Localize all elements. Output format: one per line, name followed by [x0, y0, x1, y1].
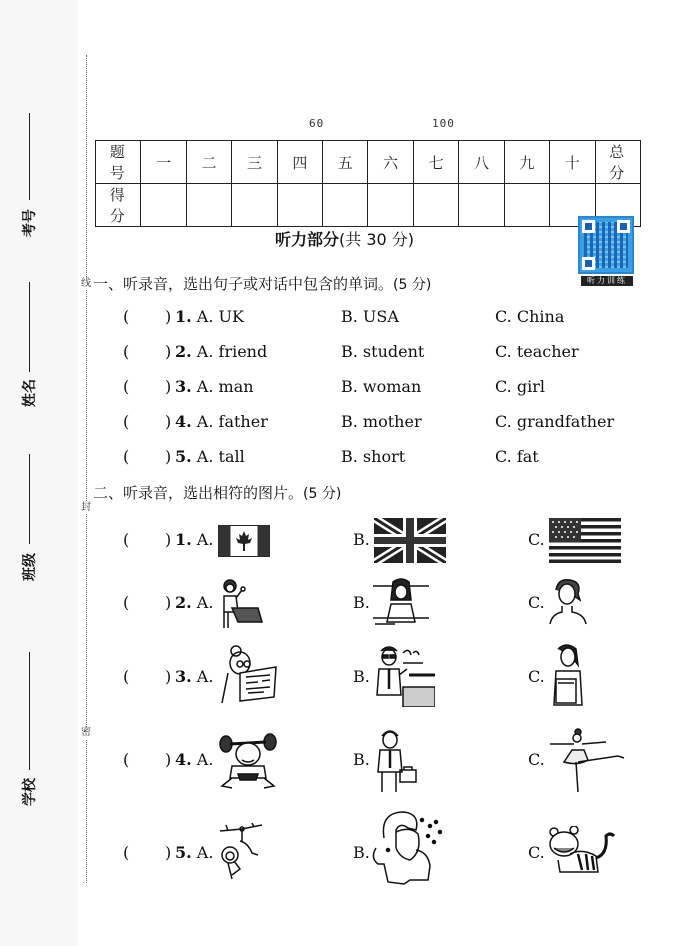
answer-blank[interactable]: (	[123, 447, 130, 466]
qr-finder	[582, 220, 595, 233]
section1-question-row	[0, 377, 689, 401]
option-c-label: C.	[528, 593, 545, 612]
canada-flag-icon[interactable]	[218, 525, 270, 557]
score-cell[interactable]	[413, 184, 458, 227]
option-b-label: B.	[353, 530, 370, 549]
grandma-reading-newspaper-icon[interactable]	[218, 645, 278, 705]
score-cell[interactable]	[504, 184, 549, 227]
qr-caption: 听力训练	[581, 276, 633, 286]
option-a-text: A. tall	[196, 447, 245, 466]
score-cell[interactable]	[141, 184, 186, 227]
man-lifting-weights-icon[interactable]	[218, 730, 278, 790]
option-b: B. mother	[341, 412, 422, 431]
score-note-60: 60	[309, 117, 325, 130]
usa-flag-icon[interactable]	[549, 518, 621, 563]
answer-blank[interactable]: (	[123, 377, 130, 396]
qr-code-icon[interactable]	[578, 216, 634, 274]
option-a-label: A.	[196, 750, 214, 769]
answer-blank-close: )	[165, 843, 172, 862]
bind-mark-secret: 密	[81, 727, 91, 738]
option-a-text: A. UK	[196, 307, 244, 326]
girl-at-desk-icon[interactable]	[373, 578, 429, 628]
score-note-100: 100	[432, 117, 455, 130]
answer-blank[interactable]: (	[123, 843, 130, 862]
school-line[interactable]	[29, 652, 30, 770]
question-number: 3.	[175, 667, 192, 686]
header-cell: 四	[277, 141, 322, 184]
option-b: B. woman	[341, 377, 422, 396]
answer-blank[interactable]: (	[123, 593, 130, 612]
score-table-score-row	[96, 184, 641, 227]
option-b-label: B.	[353, 667, 370, 686]
option-c: C. girl	[495, 377, 545, 396]
header-cell: 六	[368, 141, 413, 184]
header-cell: 五	[323, 141, 368, 184]
option-a	[175, 530, 213, 549]
answer-blank[interactable]: (	[123, 412, 130, 431]
answer-blank[interactable]: (	[123, 667, 130, 686]
option-a	[175, 412, 268, 431]
monkey-hanging-icon[interactable]	[218, 823, 264, 881]
section1-title	[93, 273, 431, 294]
answer-blank-close: )	[165, 307, 172, 326]
score-row-label: 得 分	[96, 184, 141, 227]
option-c: C. teacher	[495, 342, 579, 361]
answer-blank-close: )	[165, 750, 172, 769]
option-a-label: A.	[196, 593, 214, 612]
question-number: 2.	[175, 342, 192, 361]
qr-finder	[617, 220, 630, 233]
header-cell: 七	[413, 141, 458, 184]
answer-blank[interactable]: (	[123, 342, 130, 361]
section1-title-text: 一、听录音，选出句子或对话中包含的单词。	[93, 275, 394, 293]
answer-blank-close: )	[165, 447, 172, 466]
exam-number-line[interactable]	[29, 113, 30, 200]
score-cell[interactable]	[186, 184, 231, 227]
part-title-text: 听力部分	[274, 230, 339, 249]
question-number: 5.	[175, 843, 192, 862]
answer-blank-close: )	[165, 342, 172, 361]
answer-blank-close: )	[165, 412, 172, 431]
option-a	[175, 667, 213, 686]
score-table-header-row	[96, 141, 641, 184]
exam-number-label: 考号	[22, 209, 38, 237]
school-label: 学校	[22, 778, 38, 806]
section1-question-row	[0, 307, 689, 331]
section2-points: (5 分)	[303, 486, 342, 502]
score-cell[interactable]	[277, 184, 322, 227]
score-cell[interactable]	[368, 184, 413, 227]
option-a-text: A. friend	[196, 342, 268, 361]
question-number: 5.	[175, 447, 192, 466]
option-c-label: C.	[528, 843, 545, 862]
header-cell: 一	[141, 141, 186, 184]
option-c: C. grandfather	[495, 412, 615, 431]
teacher-at-blackboard-icon[interactable]	[373, 645, 435, 707]
option-a	[175, 843, 213, 862]
section1-question-row	[0, 412, 689, 436]
question-number: 3.	[175, 377, 192, 396]
answer-blank-close: )	[165, 530, 172, 549]
header-cell: 三	[232, 141, 277, 184]
section2-title-text: 二、听录音，选出相符的图片。	[93, 484, 304, 502]
section2-title	[93, 482, 341, 503]
option-c-label: C.	[528, 530, 545, 549]
binding-margin	[0, 0, 78, 946]
question-number: 1.	[175, 530, 192, 549]
option-c-label: C.	[528, 667, 545, 686]
qr-finder	[582, 257, 595, 270]
option-b: B. short	[341, 447, 406, 466]
question-number: 4.	[175, 750, 192, 769]
option-a-text: A. man	[196, 377, 254, 396]
answer-blank-close: )	[165, 377, 172, 396]
header-cell: 九	[504, 141, 549, 184]
option-a-label: A.	[196, 530, 214, 549]
score-cell[interactable]	[232, 184, 277, 227]
option-a	[175, 593, 213, 612]
man-with-briefcase-icon[interactable]	[374, 728, 420, 794]
header-cell-question-number: 题 号	[96, 141, 141, 184]
option-a-label: A.	[196, 843, 214, 862]
option-a	[175, 750, 213, 769]
option-b: B. USA	[341, 307, 399, 326]
woman-portrait-icon[interactable]	[548, 578, 588, 626]
class-label: 班级	[22, 553, 38, 581]
option-a	[175, 342, 267, 361]
option-b-label: B.	[353, 843, 370, 862]
section1-question-row	[0, 447, 689, 471]
question-number: 2.	[175, 593, 192, 612]
option-b-label: B.	[353, 750, 370, 769]
name-label: 姓名	[22, 379, 38, 407]
score-cell[interactable]	[459, 184, 504, 227]
section1-points: (5 分)	[393, 277, 432, 293]
answer-blank[interactable]: (	[123, 530, 130, 549]
score-cell[interactable]	[323, 184, 368, 227]
uk-flag-icon[interactable]	[374, 518, 446, 563]
ballet-dancer-icon[interactable]	[548, 728, 626, 794]
elephant-icon[interactable]	[370, 808, 452, 894]
boy-sitting-icon[interactable]	[218, 578, 266, 628]
header-cell: 八	[459, 141, 504, 184]
option-c: C. fat	[495, 447, 539, 466]
answer-blank-close: )	[165, 667, 172, 686]
option-b: B. student	[341, 342, 425, 361]
header-cell-total: 总 分	[595, 141, 641, 184]
option-a-label: A.	[196, 667, 214, 686]
option-a	[175, 447, 245, 466]
question-number: 4.	[175, 412, 192, 431]
answer-blank[interactable]: (	[123, 307, 130, 326]
option-a	[175, 307, 244, 326]
section1-question-row	[0, 342, 689, 366]
girl-holding-book-icon[interactable]	[548, 643, 588, 709]
answer-blank[interactable]: (	[123, 750, 130, 769]
option-a	[175, 377, 254, 396]
option-c-label: C.	[528, 750, 545, 769]
bind-mark-seal: 封	[81, 502, 91, 513]
option-c: C. China	[495, 307, 565, 326]
question-number: 1.	[175, 307, 192, 326]
header-cell: 十	[550, 141, 595, 184]
score-table	[95, 140, 641, 227]
option-b-label: B.	[353, 593, 370, 612]
bind-mark-line: 线	[81, 278, 91, 289]
option-a-text: A. father	[196, 412, 268, 431]
header-cell: 二	[186, 141, 231, 184]
answer-blank-close: )	[165, 593, 172, 612]
part-points: (共 30 分)	[338, 230, 415, 249]
tiger-icon[interactable]	[548, 826, 618, 878]
